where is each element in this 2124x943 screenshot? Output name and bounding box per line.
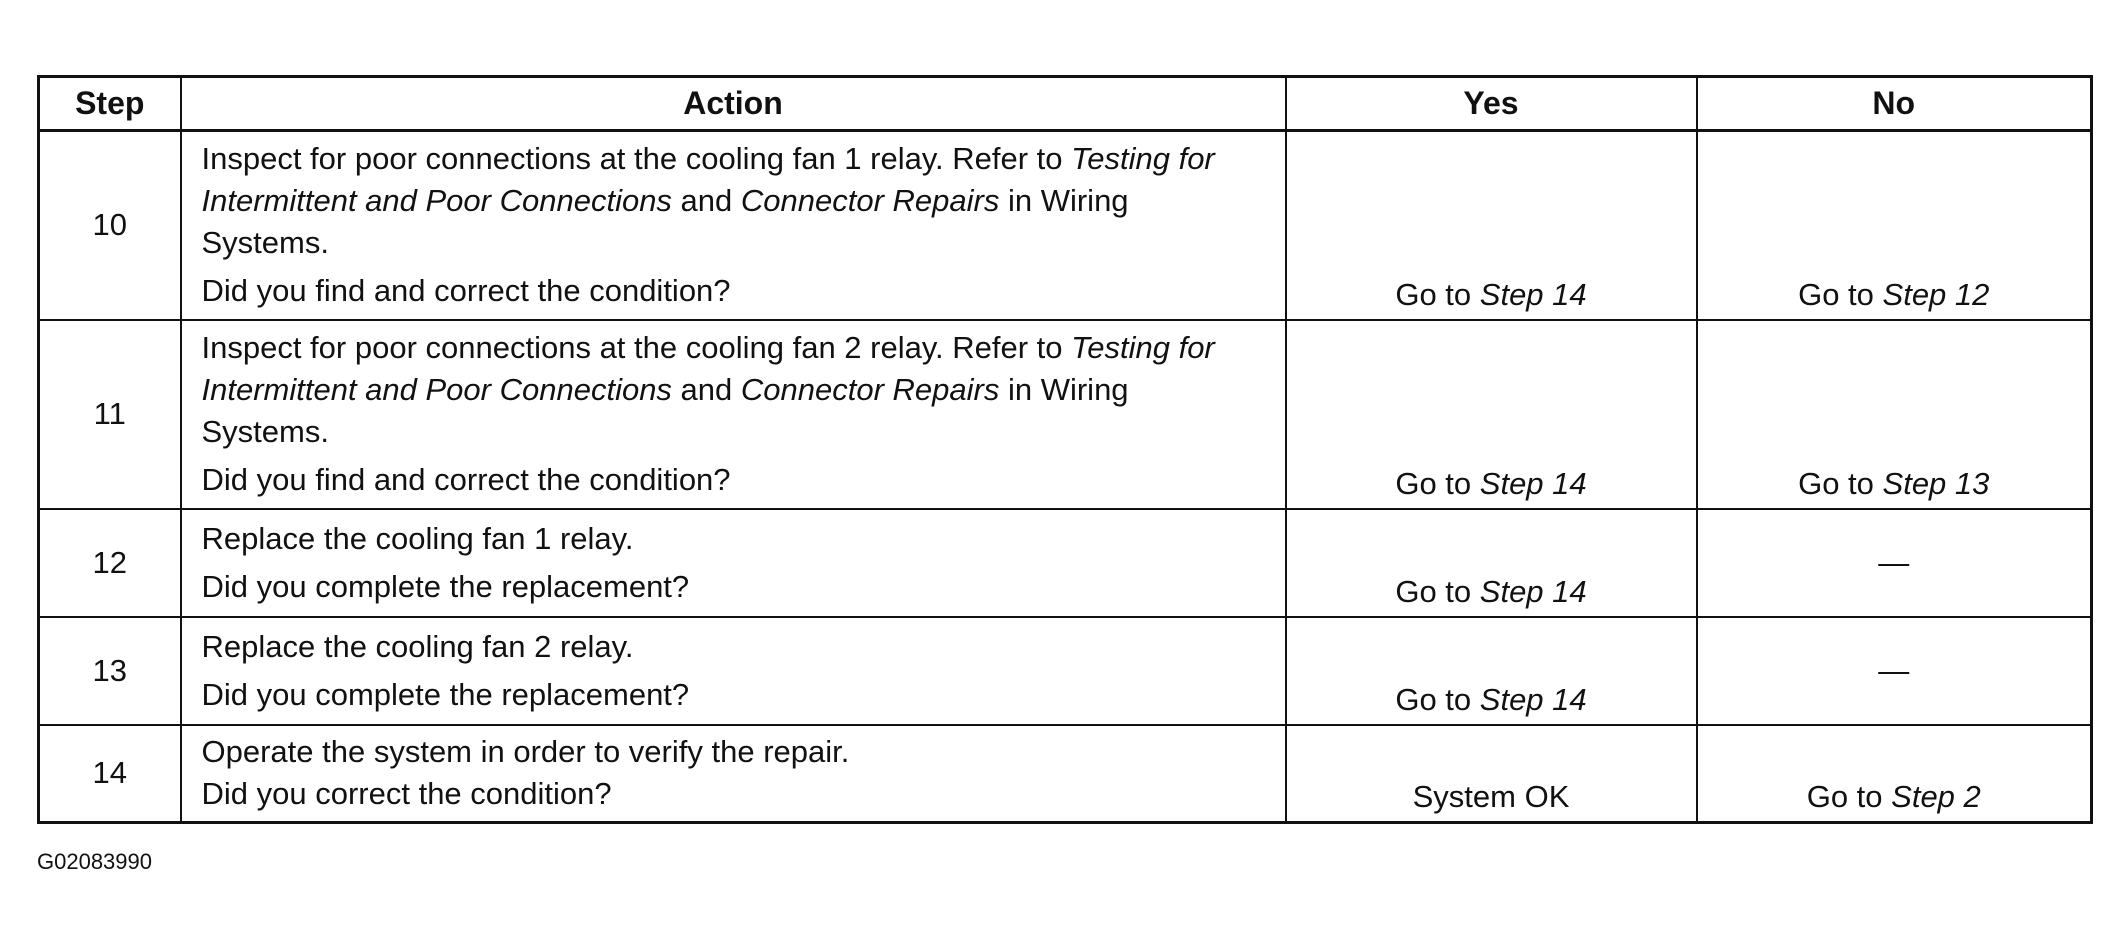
action-instruction: Operate the system in order to verify the repair. bbox=[201, 734, 850, 770]
table-row bbox=[39, 725, 2092, 823]
action-cell bbox=[181, 131, 1286, 320]
yes-prefix: Go to bbox=[1395, 573, 1480, 609]
no-step-link[interactable]: Step 2 bbox=[1891, 779, 1981, 814]
no-cell bbox=[1697, 725, 2092, 823]
action-cell bbox=[181, 617, 1286, 725]
header-yes: Yes bbox=[1286, 77, 1697, 131]
action-instruction bbox=[202, 138, 1265, 264]
yes-step-link[interactable]: Step 14 bbox=[1479, 465, 1587, 501]
table-row bbox=[39, 509, 2092, 617]
step-number: 13 bbox=[39, 617, 181, 725]
yes-cell: System OK bbox=[1286, 725, 1697, 823]
yes-prefix: Go to bbox=[1395, 681, 1480, 717]
action-question: Did you complete the replacement? bbox=[201, 568, 690, 604]
header-no: No bbox=[1697, 77, 2092, 131]
instruction-text: and bbox=[671, 183, 741, 219]
no-prefix: Go to bbox=[1806, 779, 1892, 814]
yes-step-link[interactable]: Step 14 bbox=[1479, 573, 1587, 609]
reference-link[interactable]: Connector Repairs bbox=[740, 372, 1000, 407]
reference-link[interactable]: Connector Repairs bbox=[740, 183, 1000, 219]
step-number: 10 bbox=[39, 131, 181, 320]
header-step: Step bbox=[39, 77, 181, 131]
no-cell: — bbox=[1697, 617, 2092, 725]
action-instruction bbox=[202, 327, 1265, 453]
yes-cell bbox=[1286, 131, 1697, 320]
action-question: Did you complete the replacement? bbox=[201, 676, 690, 712]
no-cell bbox=[1697, 320, 2092, 509]
header-action: Action bbox=[181, 77, 1286, 131]
action-cell bbox=[181, 320, 1286, 509]
header-row bbox=[39, 77, 2092, 131]
reference-link[interactable]: Testing for Intermittent and Poor Connections bbox=[201, 141, 1215, 219]
instruction-text: in Wiring Systems. bbox=[201, 372, 1129, 449]
action-cell bbox=[181, 509, 1286, 617]
figure-id: G02083990 bbox=[37, 849, 152, 874]
instruction-text: and bbox=[671, 372, 741, 407]
no-cell: — bbox=[1697, 509, 2092, 617]
table-row bbox=[39, 131, 2092, 320]
no-cell bbox=[1697, 131, 2092, 320]
no-step-link[interactable]: Step 13 bbox=[1882, 465, 1990, 501]
action-cell bbox=[181, 725, 1286, 823]
table-row bbox=[39, 320, 2092, 509]
yes-step-link[interactable]: Step 14 bbox=[1479, 681, 1587, 717]
diagnostic-table bbox=[37, 75, 2093, 824]
reference-link[interactable]: Testing for Intermittent and Poor Connections bbox=[201, 330, 1215, 407]
step-number: 14 bbox=[39, 725, 181, 823]
yes-prefix: Go to bbox=[1395, 276, 1480, 312]
yes-prefix: Go to bbox=[1395, 465, 1480, 501]
action-instruction: Replace the cooling fan 1 relay. bbox=[201, 520, 634, 556]
action-question: Did you correct the condition? bbox=[201, 776, 612, 812]
step-number: 12 bbox=[39, 509, 181, 617]
yes-cell bbox=[1286, 617, 1697, 725]
action-instruction: Replace the cooling fan 2 relay. bbox=[201, 628, 634, 664]
yes-step-link[interactable]: Step 14 bbox=[1479, 276, 1587, 312]
no-prefix: Go to bbox=[1798, 276, 1883, 312]
table-row bbox=[39, 617, 2092, 725]
yes-cell bbox=[1286, 509, 1697, 617]
step-number: 11 bbox=[39, 320, 181, 509]
instruction-text: Inspect for poor connections at the cooling fan 2 relay. Refer to bbox=[201, 330, 1072, 365]
action-question: Did you find and correct the condition? bbox=[201, 462, 731, 497]
instruction-text: Inspect for poor connections at the cooling fan 1 relay. Refer to bbox=[201, 141, 1072, 177]
no-step-link[interactable]: Step 12 bbox=[1882, 276, 1990, 312]
yes-cell bbox=[1286, 320, 1697, 509]
no-prefix: Go to bbox=[1798, 465, 1883, 501]
action-question: Did you find and correct the condition? bbox=[201, 273, 731, 309]
instruction-text: in Wiring Systems. bbox=[201, 183, 1129, 261]
